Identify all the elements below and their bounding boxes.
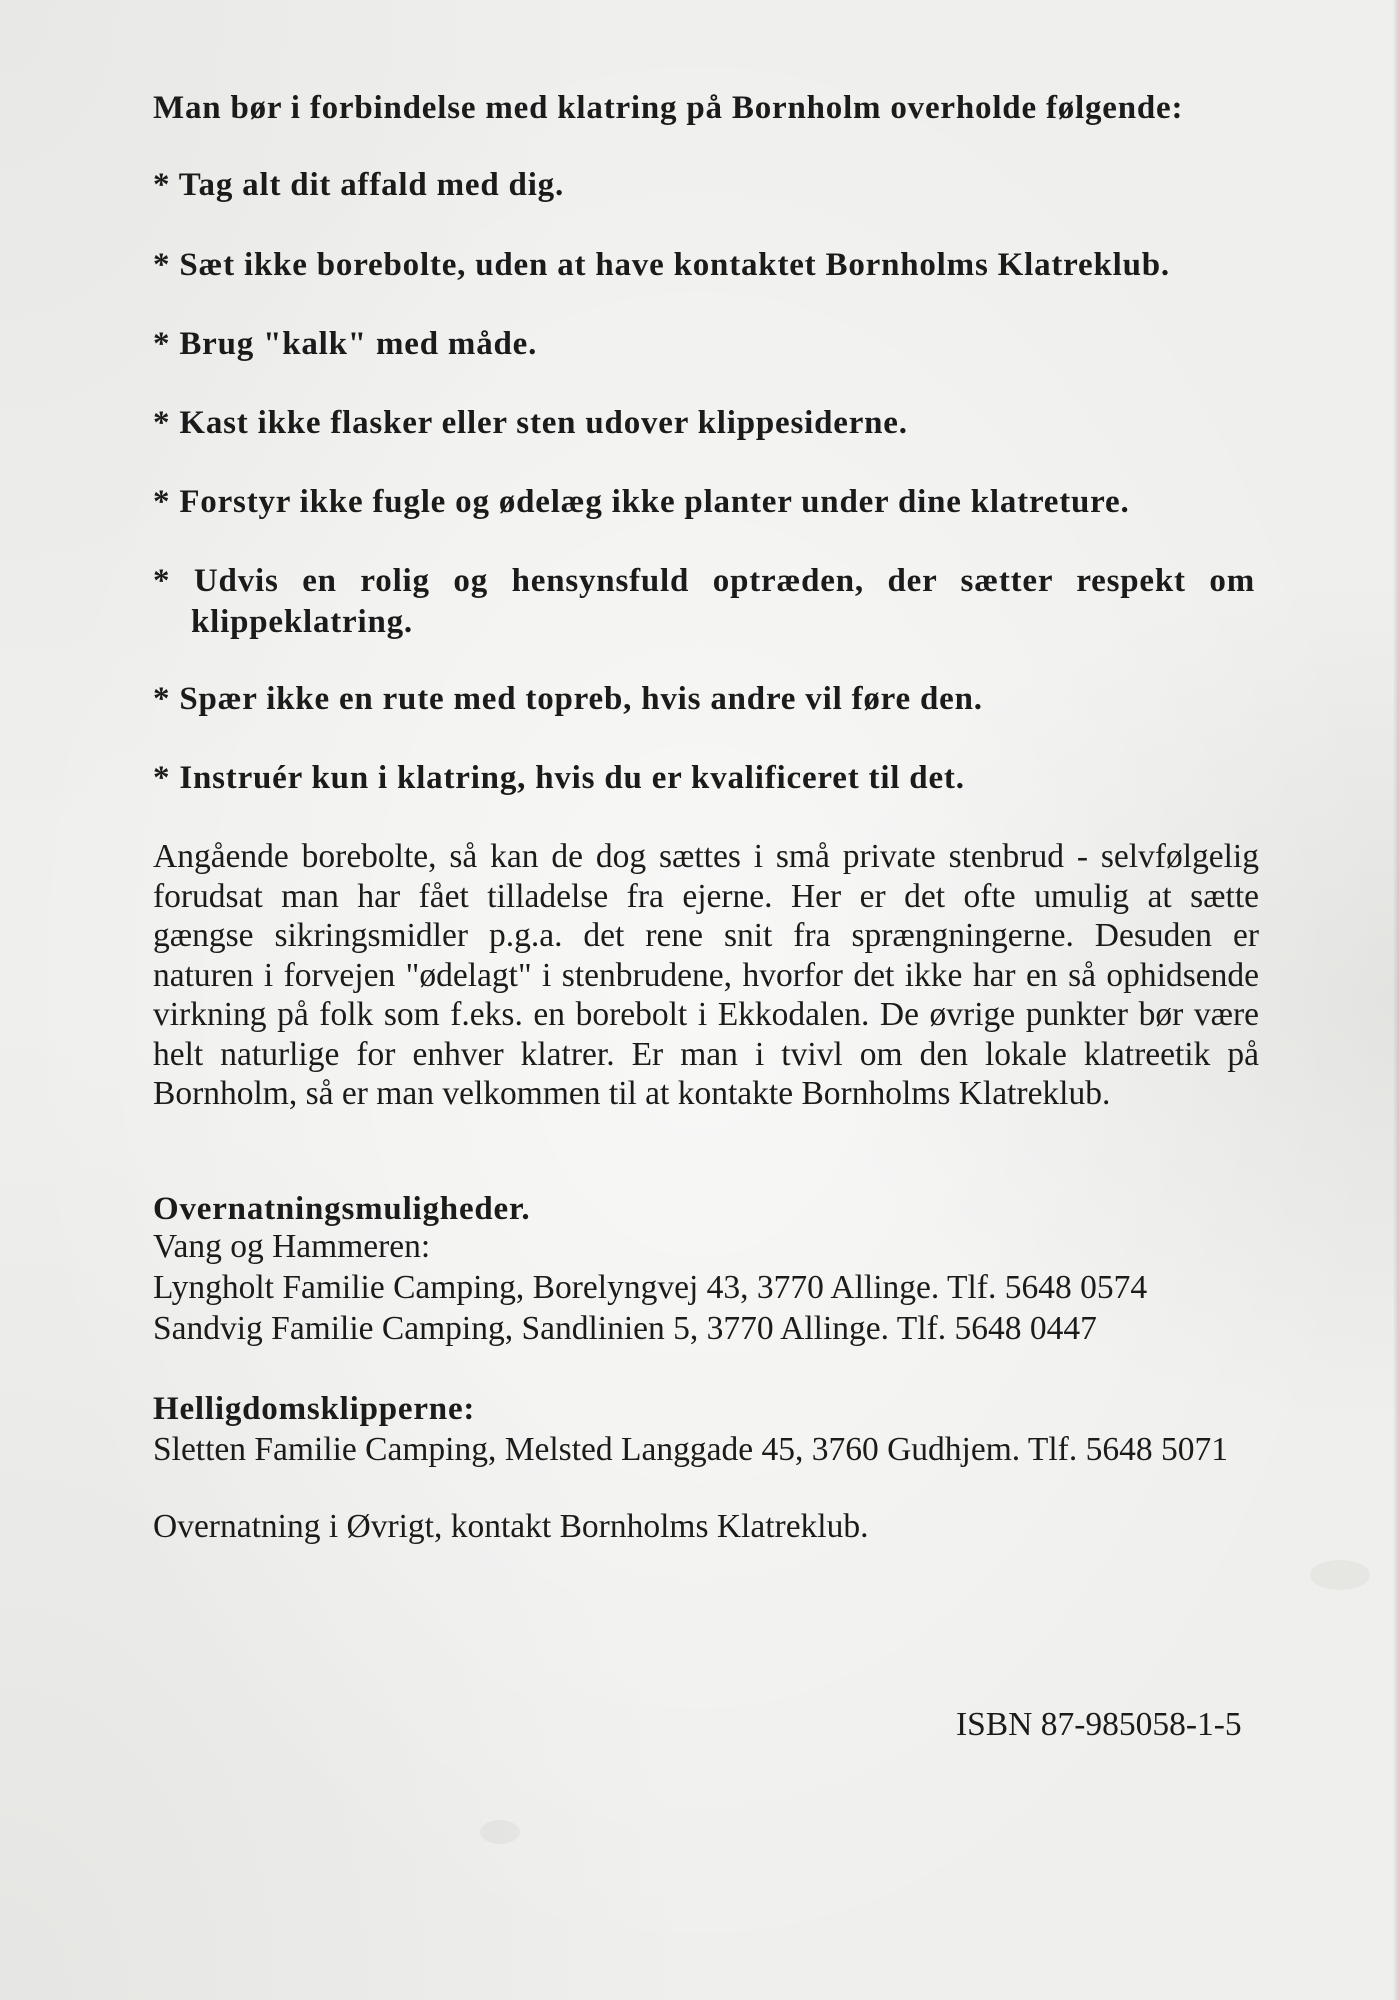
rule-item-6-continuation: klippeklatring. (191, 604, 413, 640)
paragraph-line: Angående borebolte, så kan de dog sættes i små private stenbrud - selvfølgelig (153, 838, 1259, 875)
paper-smudge (1310, 1560, 1370, 1590)
paragraph-line: forudsat man har fået tilladelse fra ejerne. Her er det ofte umulig at sætte (153, 877, 1259, 915)
lodging-other: Overnatning i Øvrigt, kontakt Bornholms Klatreklub. (153, 1508, 869, 1545)
paragraph-line: naturen i forvejen "ødelagt" i stenbrudene, hvorfor det ikke har en så ophidsende (153, 956, 1259, 994)
rule-item-6: * Udvis en rolig og hensynsfuld optræden, der sætter respekt om (153, 563, 1255, 599)
bolts-paragraph (153, 837, 1259, 1114)
paragraph-line: Bornholm, så er man velkommen til at kontakte Bornholms Klatreklub. (153, 1075, 1111, 1112)
isbn-number: ISBN 87-985058-1-5 (956, 1706, 1242, 1743)
lodging-camping-lyngholt: Lyngholt Familie Camping, Borelyngvej 43, 3770 Allinge. Tlf. 5648 0574 (153, 1269, 1148, 1306)
lodging-camping-sletten: Sletten Familie Camping, Melsted Langgade 45, 3760 Gudhjem. Tlf. 5648 5071 (153, 1431, 1228, 1468)
paper-edge (1393, 0, 1399, 2000)
rule-item-1: * Tag alt dit affald med dig. (153, 167, 565, 203)
lodging-area-helligdom-heading: Helligdomsklipperne: (153, 1391, 476, 1427)
rule-item-5: * Forstyr ikke fugle og ødelæg ikke planter under dine klatreture. (153, 484, 1130, 520)
rule-item-3: * Brug "kalk" med måde. (153, 326, 538, 362)
rules-intro: Man bør i forbindelse med klatring på Bornholm overholde følgende: (153, 90, 1184, 126)
rule-item-2: * Sæt ikke borebolte, uden at have kontaktet Bornholms Klatreklub. (153, 247, 1170, 283)
rule-item-8: * Instruér kun i klatring, hvis du er kvalificeret til det. (153, 760, 965, 796)
paragraph-line: helt naturlige for enhver klatrer. Er man i tvivl om den lokale klatreetik på (153, 1035, 1259, 1073)
lodging-heading: Overnatningsmuligheder. (153, 1191, 531, 1227)
paper-smudge (480, 1820, 520, 1844)
rule-item-4: * Kast ikke flasker eller sten udover klippesiderne. (153, 405, 908, 441)
paragraph-line: gængse sikringsmidler p.g.a. det rene snit fra sprængningerne. Desuden er (153, 917, 1259, 954)
paragraph-line: virkning på folk som f.eks. en borebolt i Ekkodalen. De øvrige punkter bør være (153, 996, 1259, 1033)
lodging-area-vang-label: Vang og Hammeren: (153, 1228, 431, 1265)
rule-item-7: * Spær ikke en rute med topreb, hvis andre vil føre den. (153, 681, 983, 717)
lodging-camping-sandvig: Sandvig Familie Camping, Sandlinien 5, 3770 Allinge. Tlf. 5648 0447 (153, 1310, 1097, 1347)
